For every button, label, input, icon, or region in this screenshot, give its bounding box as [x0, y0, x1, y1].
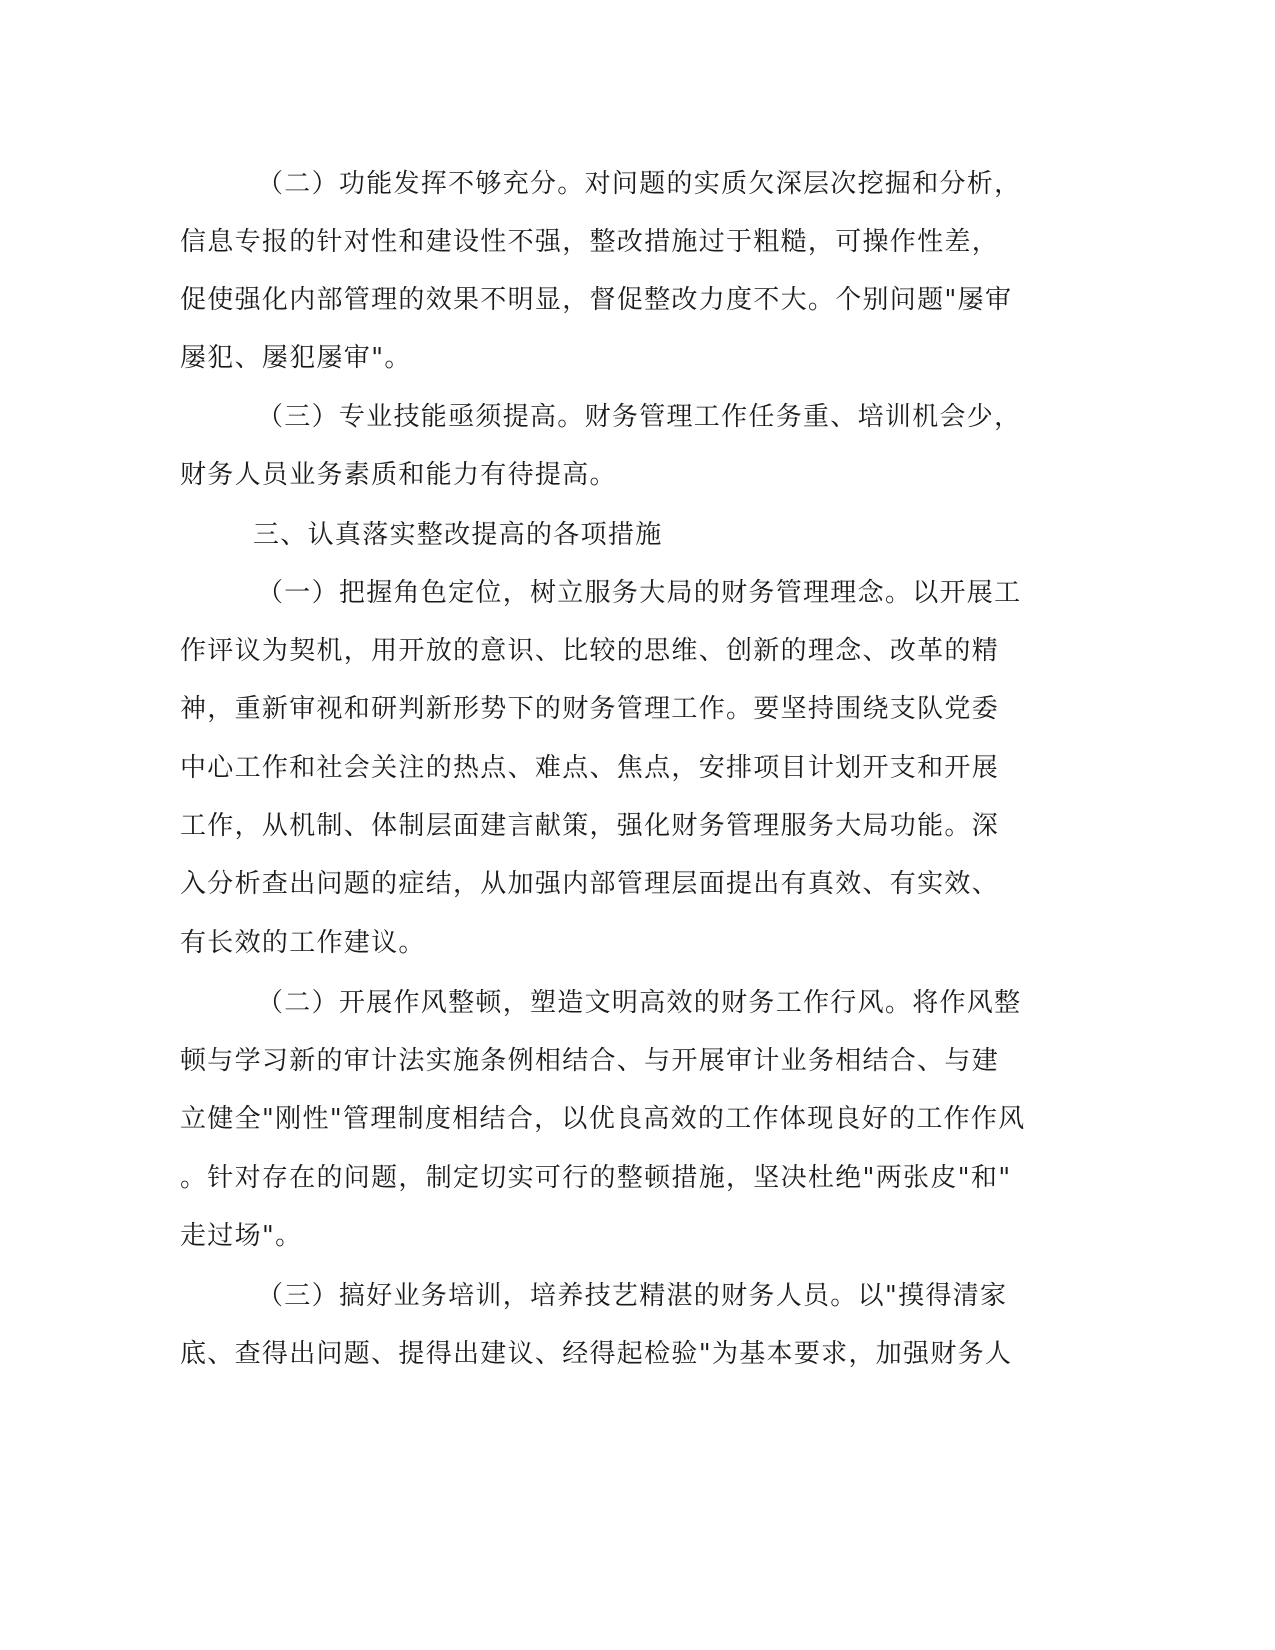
- text-line: 作评议为契机，用开放的意识、比较的思维、创新的理念、改革的精: [180, 636, 1000, 666]
- text-line: 促使强化内部管理的效果不明显，督促整改力度不大。个别问题"屡审: [180, 285, 1013, 315]
- text-line: 。针对存在的问题，制定切实可行的整顿措施，坚决杜绝"两张皮"和": [180, 1163, 1012, 1193]
- text-line: 神，重新审视和研判新形势下的财务管理工作。要坚持围绕支队党委: [180, 694, 1000, 724]
- text-line: （三）搞好业务培训，培养技艺精湛的财务人员。以"摸得清家: [257, 1281, 1008, 1311]
- text-line: （三）专业技能亟须提高。财务管理工作任务重、培训机会少，: [257, 402, 1022, 432]
- text-line: 立健全"刚性"管理制度相结合，以优良高效的工作体现良好的工作作风: [180, 1104, 1026, 1134]
- text-line: 顿与学习新的审计法实施条例相结合、与开展审计业务相结合、与建: [180, 1046, 1000, 1076]
- text-line: 有长效的工作建议。: [180, 928, 426, 958]
- text-line: 财务人员业务素质和能力有待提高。: [180, 460, 617, 490]
- text-line: 信息专报的针对性和建设性不强，整改措施过于粗糙，可操作性差，: [180, 227, 1000, 257]
- text-line: 中心工作和社会关注的热点、难点、焦点，安排项目计划开支和开展: [180, 753, 1000, 783]
- text-line: 屡犯、屡犯屡审"。: [180, 343, 412, 373]
- section-heading: 三、认真落实整改提高的各项措施: [253, 520, 663, 550]
- text-line: 入分析查出问题的症结，从加强内部管理层面提出有真效、有实效、: [180, 869, 1000, 899]
- text-line: 工作，从机制、体制层面建言献策，强化财务管理服务大局功能。深: [180, 811, 1000, 841]
- text-line: （二）开展作风整顿，塑造文明高效的财务工作行风。将作风整: [257, 988, 1022, 1018]
- text-line: 走过场"。: [180, 1221, 303, 1251]
- text-line: 底、查得出问题、提得出建议、经得起检验"为基本要求，加强财务人: [180, 1339, 1013, 1369]
- text-line: （二）功能发挥不够充分。对问题的实质欠深层次挖掘和分析，: [257, 169, 1022, 199]
- text-line: （一）把握角色定位，树立服务大局的财务管理理念。以开展工: [257, 578, 1022, 608]
